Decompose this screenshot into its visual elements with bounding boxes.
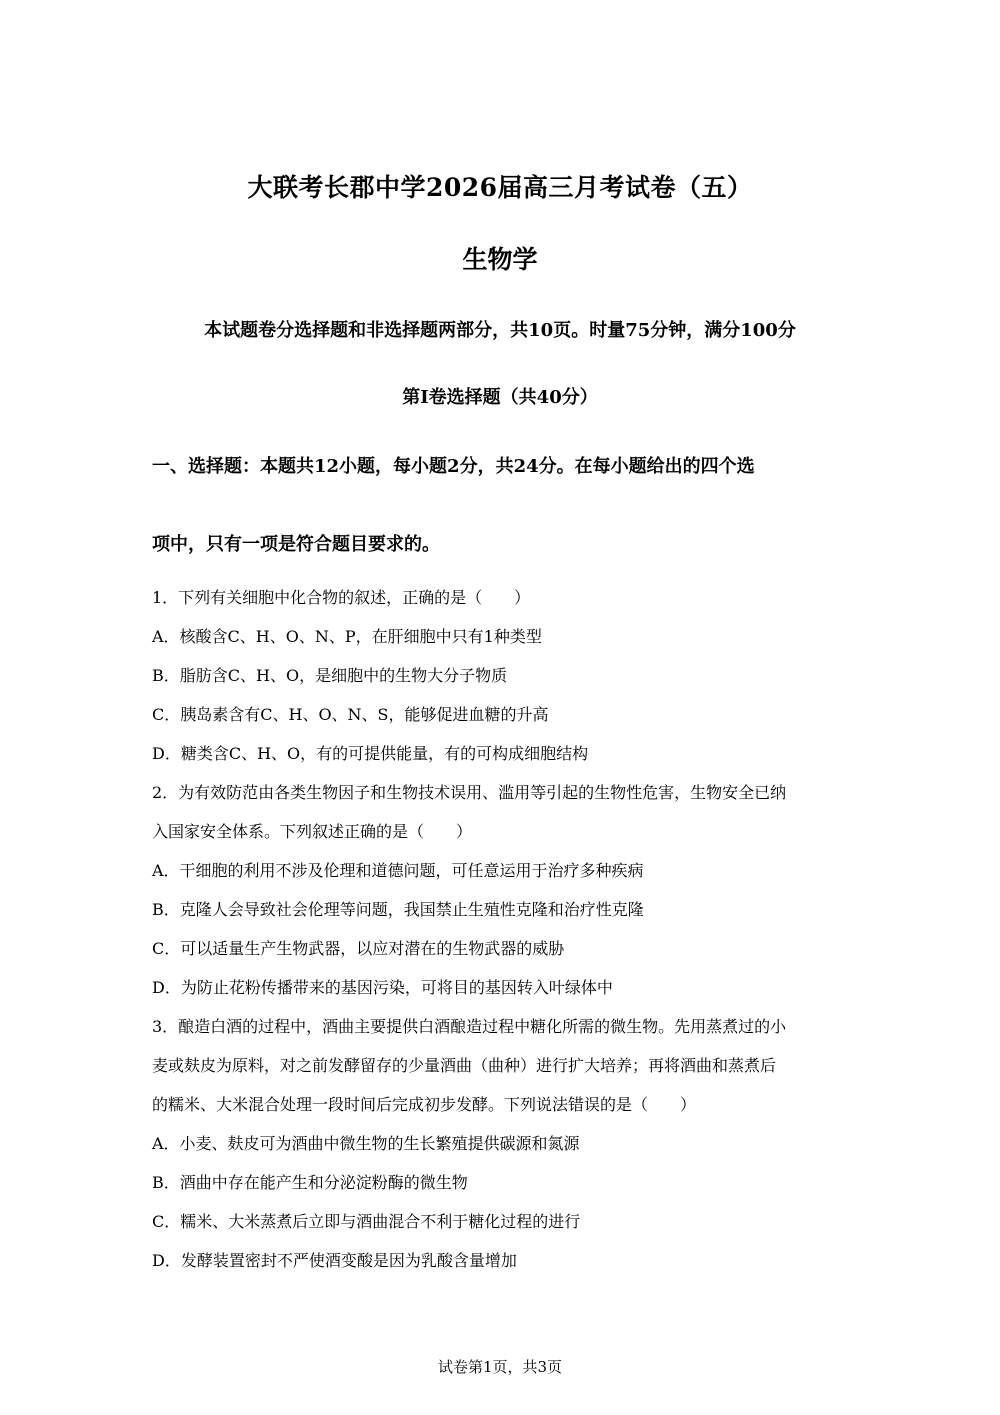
question-3-option-b: B．酒曲中存在能产生和分泌淀粉酶的微生物 [152, 1173, 468, 1192]
question-1-option-b: B．脂肪含C、H、O，是细胞中的生物大分子物质 [152, 666, 508, 685]
question-2-option-d: D．为防止花粉传播带来的基因污染，可将目的基因转入叶绿体中 [152, 978, 613, 997]
section-heading-line-1: 一、选择题：本题共12小题，每小题2分，共24分。在每小题给出的四个选 [152, 456, 755, 477]
question-2-option-c: C．可以适量生产生物武器，以应对潜在的生物武器的威胁 [152, 939, 565, 958]
part-heading: 第I卷选择题（共40分） [402, 387, 598, 408]
page-footer: 试卷第1页，共3页 [437, 1358, 563, 1376]
question-3-stem-line-3: 的糯米、大米混合处理一段时间后完成初步发酵。下列说法错误的是（ ） [152, 1095, 697, 1114]
question-1-option-a: A．核酸含C、H、O、N、P，在肝细胞中只有1种类型 [152, 627, 542, 646]
question-3-stem-line-2: 麦或麸皮为原料，对之前发酵留存的少量酒曲（曲种）进行扩大培养；再将酒曲和蒸煮后 [152, 1056, 777, 1075]
question-3-option-a: A．小麦、麸皮可为酒曲中微生物的生长繁殖提供碳源和氮源 [152, 1134, 580, 1153]
question-2-option-a: A．干细胞的利用不涉及伦理和道德问题，可任意运用于治疗多种疾病 [152, 861, 644, 880]
subject-title: 生物学 [462, 245, 538, 274]
question-2-stem-line-2: 入国家安全体系。下列叙述正确的是（ ） [152, 822, 473, 841]
question-2-stem-line-1: 2．为有效防范由各类生物因子和生物技术误用、滥用等引起的生物性危害，生物安全已纳 [152, 783, 787, 802]
question-2-option-b: B．克隆人会导致社会伦理等问题，我国禁止生殖性克隆和治疗性克隆 [152, 900, 644, 919]
exam-title: 大联考长郡中学2026届高三月考试卷（五） [247, 173, 753, 202]
question-1-option-c: C．胰岛素含有C、H、O、N、S，能够促进血糖的升高 [152, 705, 549, 724]
exam-intro: 本试题卷分选择题和非选择题两部分，共10页。时量75分钟，满分100分 [204, 320, 796, 341]
question-1-stem: 1．下列有关细胞中化合物的叙述，正确的是（ ） [152, 588, 531, 607]
question-3-stem-line-1: 3．酿造白酒的过程中，酒曲主要提供白酒酿造过程中糖化所需的微生物。先用蒸煮过的小 [152, 1017, 787, 1036]
question-1-option-d: D．糖类含C、H、O，有的可提供能量，有的可构成细胞结构 [152, 744, 589, 763]
section-heading-line-2: 项中，只有一项是符合题目要求的。 [152, 534, 440, 555]
question-3-option-d: D．发酵装置密封不严使酒变酸是因为乳酸含量增加 [152, 1251, 517, 1270]
question-3-option-c: C．糯米、大米蒸煮后立即与酒曲混合不利于糖化过程的进行 [152, 1212, 581, 1231]
